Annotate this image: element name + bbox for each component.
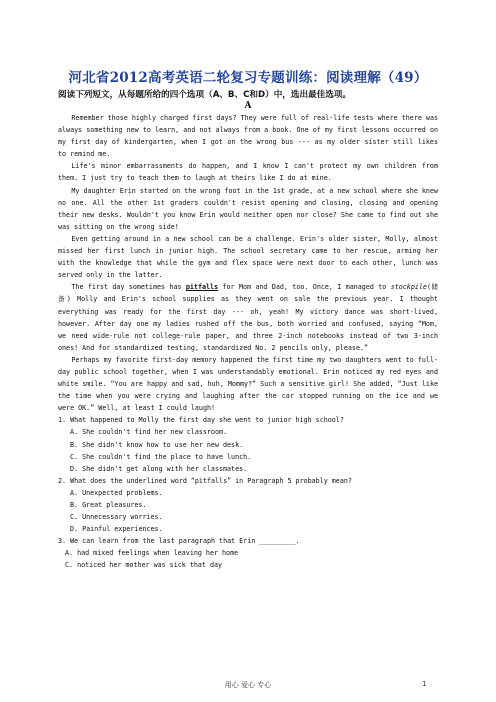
option: C. Unnecessary worries. bbox=[70, 513, 163, 522]
page-number: 1 bbox=[422, 680, 427, 688]
paragraph-5-part-b: for Mom and Dad, too. Once, I managed to bbox=[218, 283, 391, 292]
instruction-text: 阅读下列短文，从每题所给的四个选项（A、B、C和D）中，选出最佳选项。 bbox=[58, 90, 352, 100]
option: A. She couldn't find her new classroom. bbox=[70, 428, 228, 437]
option: A. Unexpected problems. bbox=[70, 488, 163, 497]
italic-word: stockpile bbox=[390, 283, 427, 292]
page-footer: 用心 爱心 专心 bbox=[224, 681, 272, 689]
option: C. noticed her mother was sick that day bbox=[65, 561, 223, 570]
question-3 bbox=[58, 535, 438, 571]
passage-body bbox=[58, 112, 438, 572]
option: C. She couldn't find the place to have lunch. bbox=[70, 452, 252, 461]
option: D. She didn't get along with her classmates. bbox=[70, 464, 248, 473]
section-label: A bbox=[244, 101, 252, 111]
option: A. had mixed feelings when leaving her home bbox=[65, 549, 239, 558]
question-stem: 1. What happened to Molly the first day she went to junior high school? bbox=[58, 416, 344, 425]
option: D. Painful experiences. bbox=[70, 525, 163, 534]
option: B. Great pleasures. bbox=[70, 501, 147, 509]
paragraph-3: My daughter Erin started on the wrong foot in the 1st grade, at a new school where she knew no one. All the other 1st graders couldn't resist opening and closing, closing and opening their new desks. Wouldn't you know Erin would neither open nor close? She came to find out she was sitting on the wrong side! bbox=[58, 186, 438, 231]
paragraph-1: Remember those highly charged first days? They were full of real-life tests where there was always something new to learn, and not always from a book. One of my first lessons occurred on my first day of kindergarten, when I got on the wrong bus --- as my older sister still likes to remind me. bbox=[58, 114, 438, 159]
paragraph-5-part-a: The first day sometimes has bbox=[71, 283, 186, 292]
question-2 bbox=[58, 475, 438, 535]
underlined-word: pitfalls bbox=[185, 283, 219, 292]
paragraph-6: Perhaps my favorite first-day memory happened the first time my two daughters went to full-day public school together, when I was understandably emotional. Erin noticed my red eyes and white smile. “You are happy and sad, huh, Mommy?” Such a sensitive girl! She added, “Just like the time when you were crying and laughing after the car stopped running on the ice and we were OK.” Well, at least I could laugh! bbox=[58, 355, 438, 413]
page-title: 河北省2012高考英语二轮复习专题训练：阅读理解（49） bbox=[68, 70, 428, 86]
paragraph-5 bbox=[58, 281, 438, 354]
option: B. She didn't know how to use her new desk. bbox=[70, 440, 244, 449]
question-stem: 2. What does the underlined word “pitfalls” in Paragraph 5 probably mean? bbox=[58, 476, 352, 485]
question-stem: 3. We can learn from the last paragraph that Erin _________. bbox=[58, 537, 300, 546]
question-1 bbox=[58, 414, 438, 474]
paragraph-2: Life's minor embarrassments do happen, and I know I can't protect my own children from them. I just try to teach them to laugh at theirs like I do at mine. bbox=[58, 162, 438, 183]
paragraph-5-part-c: (储备) Molly and Erin's school supplies as they went on sale the previous year. I thought everything was ready for the first day --- oh, yeah! My victory dance was short-lived, however. After day one my ladies rushed off the bus, both worried and confused, saying “Mom, we need wide-rule not college-rule paper, and three 2-inch notebooks instead of two 3-inch ones! And for standardized testing, standardized No. 2 pencils only, please.” bbox=[58, 283, 438, 352]
paragraph-4: Even getting around in a new school can be a challenge. Erin's older sister, Molly, almost missed her first lunch in junior high. The school secretary came to her rescue, arming her with the knowledge that while the gym and flex space were next door to each other, lunch was served only in the latter. bbox=[58, 234, 438, 280]
